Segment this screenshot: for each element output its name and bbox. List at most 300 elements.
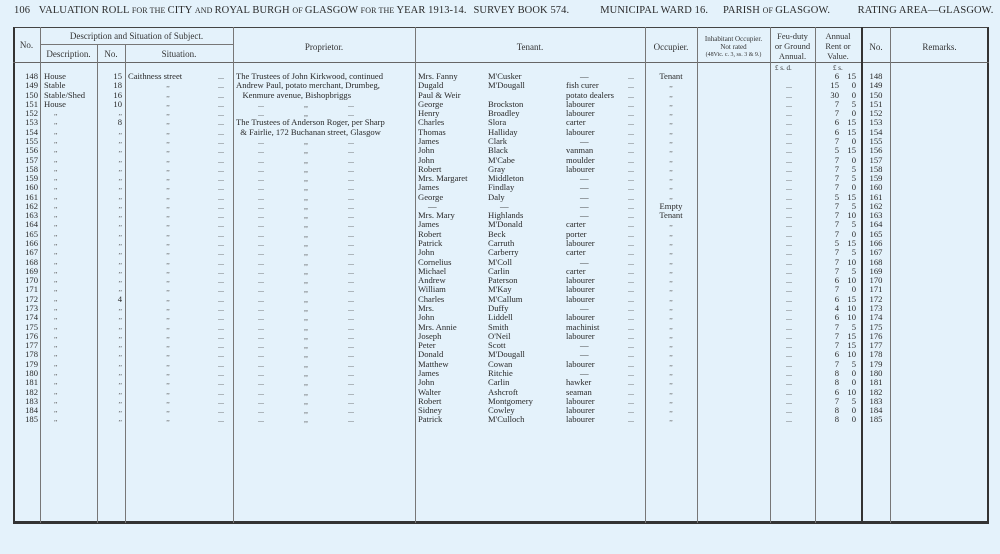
- situation-dots: ...: [218, 99, 224, 109]
- tenant-first-name: Dugald: [418, 80, 444, 91]
- street-number: 8: [117, 117, 122, 128]
- tenant-occupation: machinist: [566, 321, 600, 332]
- situation: ,,: [166, 257, 170, 266]
- tenant-dots: ...: [628, 118, 634, 128]
- tenant-first-name: Robert: [418, 163, 442, 174]
- tenant-occupation: —: [580, 173, 589, 184]
- col-header-num: No.: [104, 49, 118, 59]
- tenant-dots: ...: [628, 127, 634, 137]
- rent-pounds: 6: [834, 71, 839, 81]
- street-number: ,,: [118, 322, 122, 331]
- row-number-right: 169: [869, 265, 883, 276]
- rent-pounds: 7: [834, 108, 839, 119]
- occupier: ,,: [669, 322, 673, 331]
- tenant-first-name: Sidney: [418, 405, 442, 416]
- situation-dots: ...: [218, 81, 224, 91]
- situation-dots: ...: [218, 313, 224, 323]
- rent-pounds: 7: [834, 265, 839, 276]
- col-header-inhabitant: Inhabitant Occupier. Not rated (48Vic. c. 3, ss. 3 & 9.): [704, 35, 763, 58]
- rent-pounds: 5: [834, 191, 839, 202]
- situation-dots: ...: [218, 211, 224, 221]
- situation-dots: ...: [218, 285, 224, 295]
- row-number-right: 164: [869, 219, 883, 230]
- tenant-first-name: —: [428, 200, 437, 211]
- tenant-dots: ...: [628, 322, 634, 332]
- proprietor: ... ,, ...: [258, 136, 354, 146]
- proprietor: ... ,, ...: [258, 266, 354, 276]
- tenant-first-name: Patrick: [418, 414, 443, 425]
- survey-book: SURVEY BOOK 574.: [473, 5, 570, 16]
- col-header-tenant: Tenant.: [516, 42, 544, 52]
- feu-duty: ...: [786, 201, 792, 211]
- street-number: ,,: [118, 164, 122, 173]
- description: ,,: [54, 239, 58, 248]
- proprietor: ... ,, ...: [258, 109, 354, 119]
- description: Stable: [44, 80, 66, 91]
- row-number: 148: [25, 71, 38, 81]
- tenant-first-name: Thomas: [418, 126, 446, 137]
- rent-pounds: 30: [830, 89, 839, 100]
- row-number: 174: [25, 312, 38, 323]
- tenant-occupation: labourer: [566, 163, 595, 174]
- occupier: ,,: [669, 359, 673, 368]
- feu-duty: ...: [786, 415, 792, 425]
- situation: ,,: [166, 415, 170, 424]
- situation-dots: ...: [218, 248, 224, 258]
- proprietor: ... ,, ...: [258, 239, 354, 249]
- description: ,,: [54, 164, 58, 173]
- rent-shillings: 0: [851, 80, 856, 91]
- row-number: 156: [25, 145, 38, 156]
- tenant-first-name: Charles: [418, 293, 445, 304]
- row-number: 159: [25, 173, 38, 184]
- tenant-surname: Carberry: [488, 247, 519, 258]
- proprietor: ... ,, ...: [258, 341, 354, 351]
- situation-dots: ...: [218, 387, 224, 397]
- tenant-surname: Gray: [488, 163, 506, 174]
- rent-pounds: 7: [834, 256, 839, 267]
- rent-pounds: 8: [834, 414, 839, 425]
- situation: ,,: [166, 304, 170, 312]
- occupier: ,,: [669, 341, 673, 350]
- situation: ,,: [166, 276, 170, 285]
- proprietor: ... ,, ...: [258, 211, 354, 221]
- proprietor: ... ,, ...: [258, 396, 354, 406]
- tenant-surname: —: [500, 200, 509, 211]
- occupier: ,,: [669, 192, 673, 201]
- col-header-annual-rent: Annual Rent or Value.: [825, 31, 851, 61]
- rent-pounds: 6: [834, 293, 839, 304]
- rent-shillings: 0: [851, 182, 856, 193]
- description: ,,: [54, 294, 58, 303]
- description: ,,: [54, 220, 58, 229]
- tenant-first-name: John: [418, 312, 435, 323]
- tenant-occupation: labourer: [566, 98, 595, 109]
- row-number: 165: [25, 228, 38, 239]
- description: ,,: [54, 415, 58, 424]
- description: ,,: [54, 368, 58, 377]
- title-part: FOR THE: [131, 6, 168, 15]
- tenant-surname: Black: [488, 145, 509, 156]
- rent-shillings: 5: [851, 163, 856, 174]
- occupier: ,,: [669, 127, 673, 136]
- situation-dots: ...: [218, 201, 224, 211]
- situation-dots: ...: [218, 183, 224, 193]
- tenant-dots: ...: [628, 276, 634, 286]
- title-part: FOR THE: [360, 6, 397, 15]
- row-number: 180: [25, 367, 38, 378]
- rent-shillings: 10: [847, 210, 856, 221]
- rent-shillings: 5: [851, 321, 856, 332]
- tenant-dots: ...: [628, 331, 634, 341]
- tenant-surname: M'Callum: [488, 293, 523, 304]
- feu-duty: ...: [786, 239, 792, 249]
- description: ,,: [54, 136, 58, 145]
- row-number: 177: [25, 340, 38, 351]
- street-number: ,,: [118, 304, 122, 312]
- street-number: ,,: [118, 109, 122, 118]
- row-number: 171: [25, 284, 38, 295]
- description: Stable/Shed: [44, 89, 86, 100]
- tenant-occupation: potato dealers: [566, 89, 614, 100]
- description: ,,: [54, 127, 58, 136]
- situation-dots: ...: [218, 164, 224, 174]
- description: ,,: [54, 109, 58, 118]
- rent-pounds: 7: [834, 173, 839, 184]
- rent-shillings: 15: [847, 340, 856, 351]
- feu-duty: ...: [786, 90, 792, 100]
- col-header-no2: No.: [869, 42, 883, 52]
- occupier: ,,: [669, 378, 673, 387]
- street-number: ,,: [118, 285, 122, 294]
- tenant-occupation: —: [580, 367, 589, 378]
- tenant-occupation: —: [580, 135, 589, 146]
- tenant-first-name: Robert: [418, 228, 442, 239]
- occupier: ,,: [669, 220, 673, 229]
- situation: ,,: [166, 387, 170, 396]
- street-number: ,,: [118, 313, 122, 322]
- rent-pounds: 6: [834, 386, 839, 397]
- tenant-occupation: labourer: [566, 358, 595, 369]
- rent-shillings: 15: [847, 71, 856, 81]
- roll-title: [39, 5, 471, 16]
- tenant-dots: ...: [628, 285, 634, 295]
- tenant-occupation: hawker: [566, 377, 592, 388]
- situation-dots: ...: [218, 127, 224, 137]
- situation: ,,: [166, 211, 170, 220]
- situation: ,,: [166, 155, 170, 164]
- tenant-first-name: Matthew: [418, 358, 449, 369]
- tenant-occupation: —: [580, 256, 589, 267]
- feu-duty: ...: [786, 127, 792, 137]
- row-number-right: 166: [869, 238, 883, 249]
- situation: ,,: [166, 90, 170, 99]
- tenant-dots: ...: [628, 72, 634, 81]
- description: ,,: [54, 155, 58, 164]
- tenant-first-name: Robert: [418, 395, 442, 406]
- street-number: ,,: [118, 406, 122, 415]
- rent-pounds: 8: [834, 367, 839, 378]
- rent-shillings: 10: [847, 386, 856, 397]
- description: ,,: [54, 174, 58, 183]
- row-number: 153: [25, 117, 38, 128]
- proprietor: ... ,, ...: [258, 368, 354, 378]
- description: ,,: [54, 211, 58, 220]
- rent-shillings: 15: [847, 330, 856, 341]
- tenant-surname: Carlin: [488, 265, 510, 276]
- tenant-surname: Ritchie: [488, 367, 513, 378]
- row-number-right: 153: [869, 117, 883, 128]
- row-number: 161: [25, 191, 38, 202]
- tenant-occupation: vanman: [566, 145, 594, 156]
- occupier: ,,: [669, 406, 673, 415]
- tenant-first-name: James: [418, 182, 440, 193]
- tenant-occupation: —: [580, 200, 589, 211]
- rent-pounds: 7: [834, 321, 839, 332]
- row-number: 179: [25, 358, 38, 369]
- situation: ,,: [166, 136, 170, 145]
- description: ,,: [54, 341, 58, 350]
- tenant-surname: Montgomery: [488, 395, 533, 406]
- col-header-no: No.: [19, 40, 34, 50]
- rent-pounds: 7: [834, 163, 839, 174]
- street-number: ,,: [118, 368, 122, 377]
- street-number: ,,: [118, 136, 122, 145]
- feu-duty: ...: [786, 396, 792, 406]
- street-number: ,,: [118, 331, 122, 340]
- proprietor: ... ,, ...: [258, 406, 354, 416]
- tenant-surname: M'Dougall: [488, 80, 525, 91]
- tenant-dots: ...: [628, 248, 634, 258]
- tenant-first-name: Andrew: [418, 275, 446, 286]
- proprietor: ... ,, ...: [258, 415, 354, 425]
- row-number-right: 180: [869, 367, 883, 378]
- rent-pounds: 7: [834, 284, 839, 295]
- street-number: ,,: [118, 248, 122, 257]
- row-number: 163: [25, 210, 38, 221]
- situation-dots: ...: [218, 146, 224, 156]
- description: ,,: [54, 304, 58, 312]
- row-number: 162: [25, 200, 38, 211]
- description: ,,: [54, 322, 58, 331]
- situation: ,,: [166, 118, 170, 127]
- situation: ,,: [166, 313, 170, 322]
- rent-shillings: 0: [851, 377, 856, 388]
- situation: ,,: [166, 359, 170, 368]
- row-number-right: 170: [869, 275, 883, 286]
- rent-pounds: 6: [834, 117, 839, 128]
- feu-duty: ...: [786, 118, 792, 128]
- description: ,,: [54, 146, 58, 155]
- situation-dots: ...: [218, 276, 224, 286]
- tenant-occupation: labourer: [566, 238, 595, 249]
- street-number: ,,: [118, 239, 122, 248]
- situation-dots: ...: [218, 368, 224, 378]
- row-number: 181: [25, 377, 38, 388]
- tenant-surname: Ashcroft: [488, 386, 519, 397]
- situation-dots: ...: [218, 415, 224, 425]
- tenant-dots: ...: [628, 266, 634, 276]
- table-row: [0, 415, 1000, 424]
- tenant-first-name: Mrs. Annie: [418, 321, 457, 332]
- feu-duty: ...: [786, 248, 792, 258]
- street-number: ,,: [118, 183, 122, 192]
- description: ,,: [54, 359, 58, 368]
- description: ,,: [54, 276, 58, 285]
- rent-pounds: 6: [834, 349, 839, 360]
- tenant-first-name: James: [418, 367, 440, 378]
- description: ,,: [54, 387, 58, 396]
- situation: ,,: [166, 201, 170, 210]
- tenant-first-name: George: [418, 191, 444, 202]
- tenant-surname: Liddell: [488, 312, 513, 323]
- row-number-right: 176: [869, 330, 883, 341]
- street-number: 18: [113, 80, 122, 91]
- tenant-dots: ...: [628, 192, 634, 202]
- tenant-dots: ...: [628, 211, 634, 221]
- feu-duty: ...: [786, 266, 792, 276]
- rent-shillings: 0: [851, 89, 856, 100]
- situation: ,,: [166, 109, 170, 118]
- rent-shillings: 0: [851, 414, 856, 425]
- tenant-surname: M'Kay: [488, 284, 512, 295]
- tenant-surname: M'Cusker: [488, 71, 522, 81]
- occupier: ,,: [669, 183, 673, 192]
- rent-pounds: 4: [834, 303, 839, 313]
- row-number: 167: [25, 247, 38, 258]
- col-header-feu-duty: Feu-duty or Ground Annual.: [774, 31, 811, 61]
- description: ,,: [54, 257, 58, 266]
- row-number: 160: [25, 182, 38, 193]
- row-number: 178: [25, 349, 38, 360]
- row-number-right: 155: [869, 135, 883, 146]
- row-number-right: 173: [869, 303, 883, 313]
- row-number-right: 179: [869, 358, 883, 369]
- street-number: ,,: [118, 396, 122, 405]
- tenant-first-name: Cornelius: [418, 256, 452, 267]
- situation-dots: ...: [218, 72, 224, 81]
- row-number: 183: [25, 395, 38, 406]
- occupier: ,,: [669, 99, 673, 108]
- tenant-dots: ...: [628, 155, 634, 165]
- tenant-first-name: John: [418, 247, 435, 258]
- description: ,,: [54, 350, 58, 359]
- tenant-dots: ...: [628, 387, 634, 397]
- feu-duty: ...: [786, 155, 792, 165]
- title-part: YEAR 1913-14.: [396, 5, 467, 16]
- row-number: 164: [25, 219, 38, 230]
- feu-duty: ...: [786, 192, 792, 202]
- row-number: 175: [25, 321, 38, 332]
- street-number: 4: [117, 293, 122, 304]
- feu-units: £ s. d.: [775, 64, 792, 72]
- rent-pounds: 7: [834, 135, 839, 146]
- tenant-surname: M'Donald: [488, 219, 523, 230]
- tenant-first-name: Henry: [418, 108, 440, 119]
- situation-dots: ...: [218, 350, 224, 360]
- situation-dots: ...: [218, 155, 224, 165]
- tenant-occupation: fish curer: [566, 80, 599, 91]
- tenant-first-name: Walter: [418, 386, 441, 397]
- situation: ,,: [166, 146, 170, 155]
- row-number-right: 159: [869, 173, 883, 184]
- tenant-occupation: moulder: [566, 154, 595, 165]
- row-number: 166: [25, 238, 38, 249]
- tenant-surname: Middleton: [488, 173, 524, 184]
- tenant-first-name: Patrick: [418, 238, 443, 249]
- feu-duty: ...: [786, 285, 792, 295]
- tenant-first-name: Michael: [418, 265, 447, 276]
- feu-duty: ...: [786, 322, 792, 332]
- tenant-surname: Carruth: [488, 238, 515, 249]
- row-number-right: 171: [869, 284, 883, 295]
- rent-pounds: 5: [834, 238, 839, 249]
- row-number-right: 178: [869, 349, 883, 360]
- feu-duty: ...: [786, 183, 792, 193]
- rent-shillings: 5: [851, 395, 856, 406]
- rent-pounds: 5: [834, 145, 839, 156]
- situation: ,,: [166, 81, 170, 90]
- row-number: 155: [25, 135, 38, 146]
- proprietor: ... ,, ...: [258, 257, 354, 267]
- tenant-occupation: labourer: [566, 405, 595, 416]
- row-number-right: 184: [869, 405, 883, 416]
- situation-dots: ...: [218, 294, 224, 304]
- situation-dots: ...: [218, 229, 224, 239]
- rent-shillings: 5: [851, 358, 856, 369]
- situation: ,,: [166, 331, 170, 340]
- tenant-surname: M'Cabe: [488, 154, 515, 165]
- description: House: [44, 98, 66, 109]
- rent-shillings: 10: [847, 303, 856, 313]
- proprietor: ... ,, ...: [258, 248, 354, 258]
- description: ,,: [54, 285, 58, 294]
- tenant-occupation: —: [580, 340, 589, 351]
- rent-shillings: 0: [851, 284, 856, 295]
- rent-pounds: 7: [834, 98, 839, 109]
- situation-dots: ...: [218, 378, 224, 388]
- rent-shillings: 0: [851, 108, 856, 119]
- col-header-description: Description.: [46, 49, 91, 59]
- row-number-right: 185: [869, 414, 883, 425]
- feu-duty: ...: [786, 406, 792, 416]
- situation-dots: ...: [218, 109, 224, 119]
- occupier: ,,: [669, 146, 673, 155]
- feu-duty: ...: [786, 368, 792, 378]
- tenant-dots: ...: [628, 220, 634, 230]
- occupier: ,,: [669, 174, 673, 183]
- situation: ,,: [166, 368, 170, 377]
- row-number-right: 167: [869, 247, 883, 258]
- tenant-surname: Brockston: [488, 98, 524, 109]
- rent-shillings: 10: [847, 349, 856, 360]
- tenant-first-name: Charles: [418, 117, 445, 128]
- street-number: ,,: [118, 155, 122, 164]
- row-number: 149: [25, 80, 38, 91]
- occupier: ,,: [669, 90, 673, 99]
- rent-shillings: 10: [847, 275, 856, 286]
- description: ,,: [54, 118, 58, 127]
- feu-duty: ...: [786, 350, 792, 360]
- row-number-right: 157: [869, 154, 883, 165]
- tenant-surname: M'Coll: [488, 256, 512, 267]
- tenant-dots: ...: [628, 359, 634, 369]
- row-number: 176: [25, 330, 38, 341]
- tenant-occupation: —: [580, 349, 589, 360]
- tenant-dots: ...: [628, 406, 634, 416]
- title-part: AND: [194, 6, 215, 15]
- description: ,,: [54, 192, 58, 201]
